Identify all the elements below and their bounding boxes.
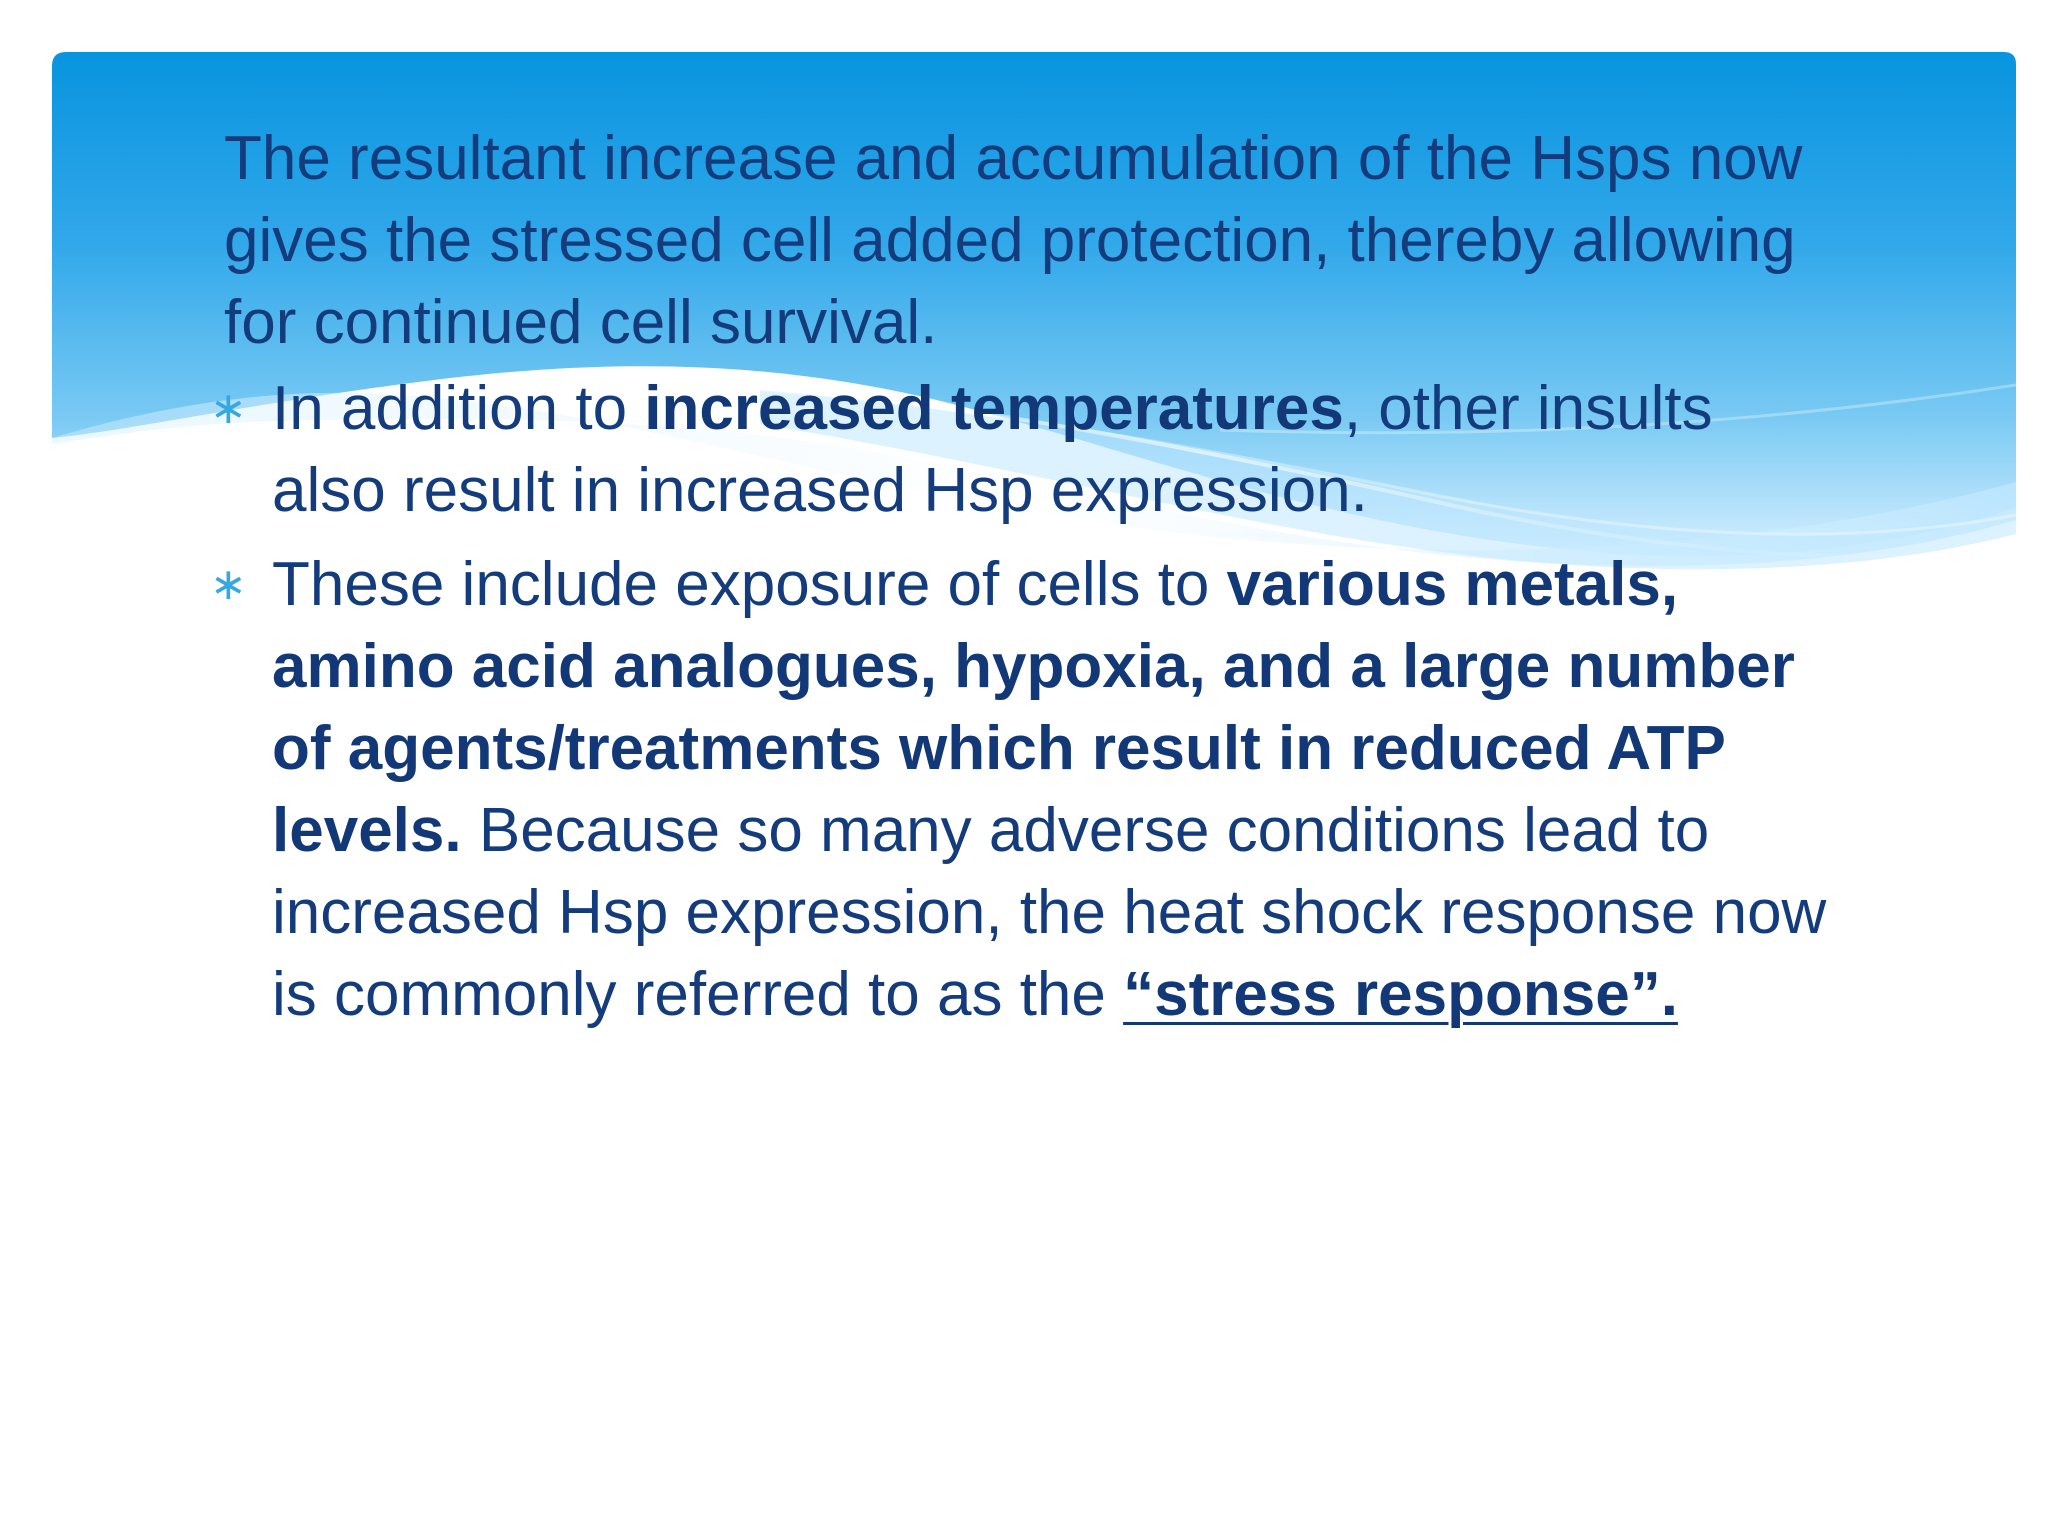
bullet-item-temperatures bbox=[210, 368, 1830, 532]
bullet-2-text-middle: Because so many adverse conditions lead to increased Hsp expression, the heat shock response now is commonly referred to as the bbox=[272, 796, 1827, 1029]
bullet-2-text-start: These include exposure of cells to bbox=[272, 550, 1227, 619]
bullet-list bbox=[210, 368, 1830, 1036]
bullet-1-text-start: In addition to bbox=[272, 374, 645, 443]
bullet-1-text-end: , other insults also result in increased Hsp expression. bbox=[272, 374, 1713, 525]
intro-text: The resultant increase and accumulation of the Hsps now gives the stressed cell added protection, thereby allowing for continued cell survival. bbox=[224, 124, 1803, 357]
slide-content bbox=[210, 118, 1830, 1048]
bullet-1-bold-temperatures: increased temperatures bbox=[644, 374, 1344, 443]
bullet-2-stress-response-term: “stress response”. bbox=[1123, 960, 1678, 1029]
bullet-2-bold-agents: various metals, amino acid analogues, hypoxia, and a large number of agents/treatments which result in reduced ATP levels. bbox=[272, 550, 1795, 865]
asterisk-bullet-icon: ∗ bbox=[210, 384, 247, 433]
intro-paragraph bbox=[210, 118, 1830, 364]
bullet-item-stress-response bbox=[210, 544, 1830, 1036]
asterisk-bullet-icon: ∗ bbox=[210, 560, 247, 609]
